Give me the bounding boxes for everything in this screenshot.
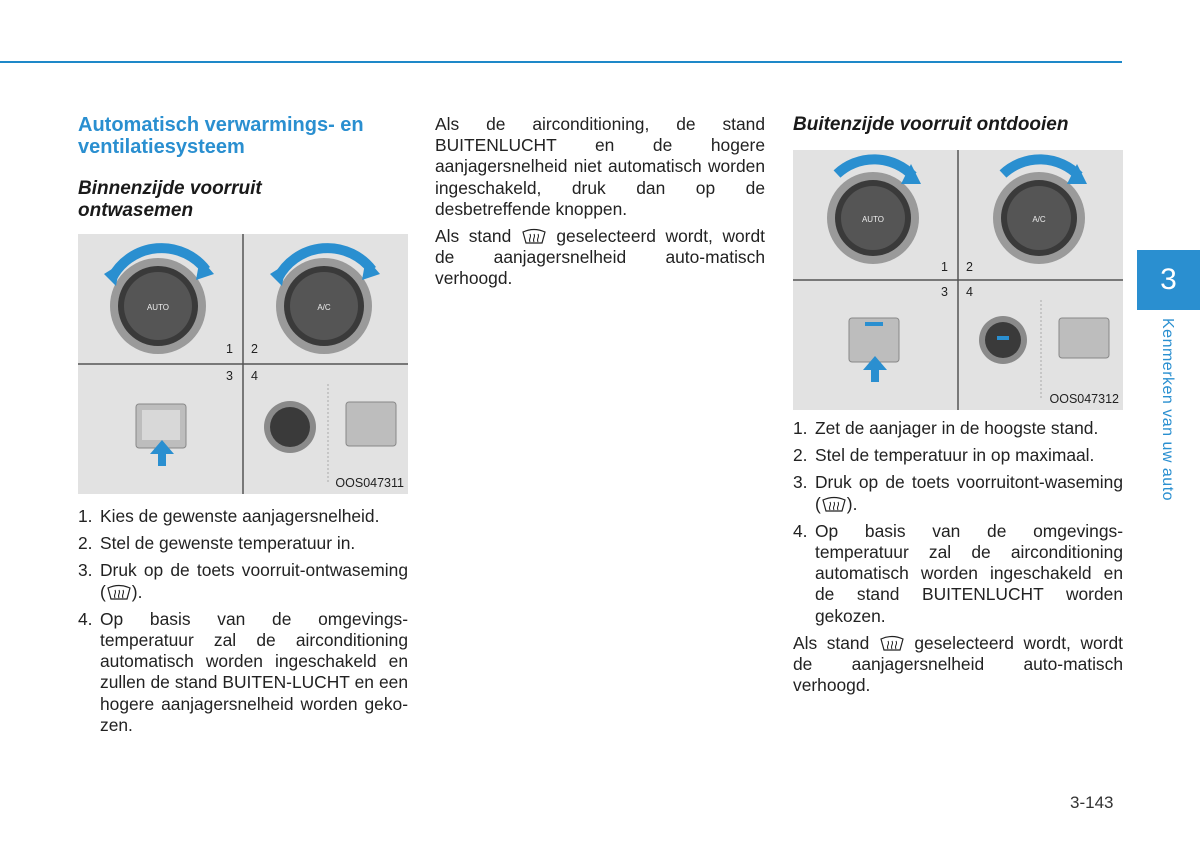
chapter-tab	[1137, 250, 1200, 310]
svg-text:A/C: A/C	[1032, 215, 1046, 224]
defrost-icon	[106, 584, 132, 601]
outside-steps	[793, 418, 1123, 627]
chapter-number: 3	[1160, 263, 1177, 296]
header-rule	[0, 61, 1122, 63]
quadrant-label-4: 4	[966, 285, 973, 299]
section-title-line2: ventilatiesysteem	[78, 136, 245, 158]
defrost-icon	[521, 228, 547, 245]
ac-knob	[993, 172, 1085, 264]
column-left	[78, 114, 408, 742]
inside-steps	[78, 506, 408, 736]
svg-text:A/C: A/C	[317, 303, 331, 312]
chapter-title: Kenmerken van uw auto	[1159, 318, 1176, 502]
auto-knob	[110, 258, 206, 354]
page-number: 3-143	[1070, 793, 1114, 812]
quadrant-label-2: 2	[251, 342, 258, 356]
list-item: 1. Kies de gewenste aanjagersnelheid.	[78, 506, 380, 526]
svg-text:AUTO: AUTO	[861, 215, 885, 224]
middle-paragraph-1: Als de airconditioning, de stand BUITENLUCHT en de hogere aanjagersnelheid niet automatisch worden ingeschakeld, druk dan op de desbetreffende knoppen.	[435, 114, 765, 219]
list-item: 2. Stel de temperatuur in op maximaal.	[793, 445, 1095, 466]
list-item: 2. Stel de gewenste temperatuur in.	[78, 533, 356, 554]
inside-subtitle-line2: ontwasemen	[78, 200, 194, 221]
quadrant-label-1: 1	[941, 260, 948, 274]
middle-paragraph-2: Als stand geselecteerd wordt, wordt de aanjagersnelheid auto-matisch verhoogd.	[435, 226, 765, 289]
outside-figure	[793, 150, 1123, 410]
figure-caption: OOS047311	[335, 476, 404, 490]
outside-subtitle: Buitenzijde voorruit ontdooien	[793, 114, 1069, 135]
outside-figure-drawing	[793, 150, 1123, 410]
svg-text:AUTO: AUTO	[146, 303, 170, 312]
list-item: 3. Druk op de toets voorruitont-waseming ( ).	[793, 472, 1123, 514]
inside-figure-drawing	[78, 234, 408, 494]
column-middle	[435, 114, 765, 290]
quadrant-label-2: 2	[966, 260, 973, 274]
defrost-icon	[879, 635, 905, 652]
list-item: 4. Op basis van de omgevings-temperatuur zal de airconditioning automatisch worden ingeschakeld en de stand BUITENLUCHT worden gekozen.	[793, 520, 1123, 626]
inside-subtitle-line1: Binnenzijde voorruit	[78, 178, 262, 199]
quadrant-label-3: 3	[226, 369, 233, 383]
ac-knob	[276, 258, 372, 354]
inside-figure	[78, 234, 408, 494]
quadrant-label-4: 4	[251, 369, 258, 383]
section-title	[78, 114, 408, 158]
column-right	[793, 114, 1123, 696]
quadrant-label-3: 3	[941, 285, 948, 299]
list-item: 3. Druk op de toets voorruit-ontwaseming ( ).	[78, 560, 408, 602]
outside-paragraph: Als stand geselecteerd wordt, wordt de aanjagersnelheid auto-matisch verhoogd.	[793, 632, 1123, 696]
defrost-icon	[821, 496, 847, 513]
list-item: 4. Op basis van de omgevings-temperatuur zal de airconditioning automatisch worden ingeschakeld en zullen de stand BUITEN-LUCHT en een hogere aanjagersnelheid worden geko-zen.	[78, 608, 408, 735]
auto-knob	[827, 172, 919, 264]
list-item: 1. Zet de aanjager in de hoogste stand.	[793, 418, 1099, 438]
quadrant-label-1: 1	[226, 342, 233, 356]
inside-subtitle	[78, 178, 408, 222]
section-title-line1: Automatisch verwarmings- en	[78, 114, 364, 136]
figure-caption: OOS047312	[1049, 392, 1119, 406]
